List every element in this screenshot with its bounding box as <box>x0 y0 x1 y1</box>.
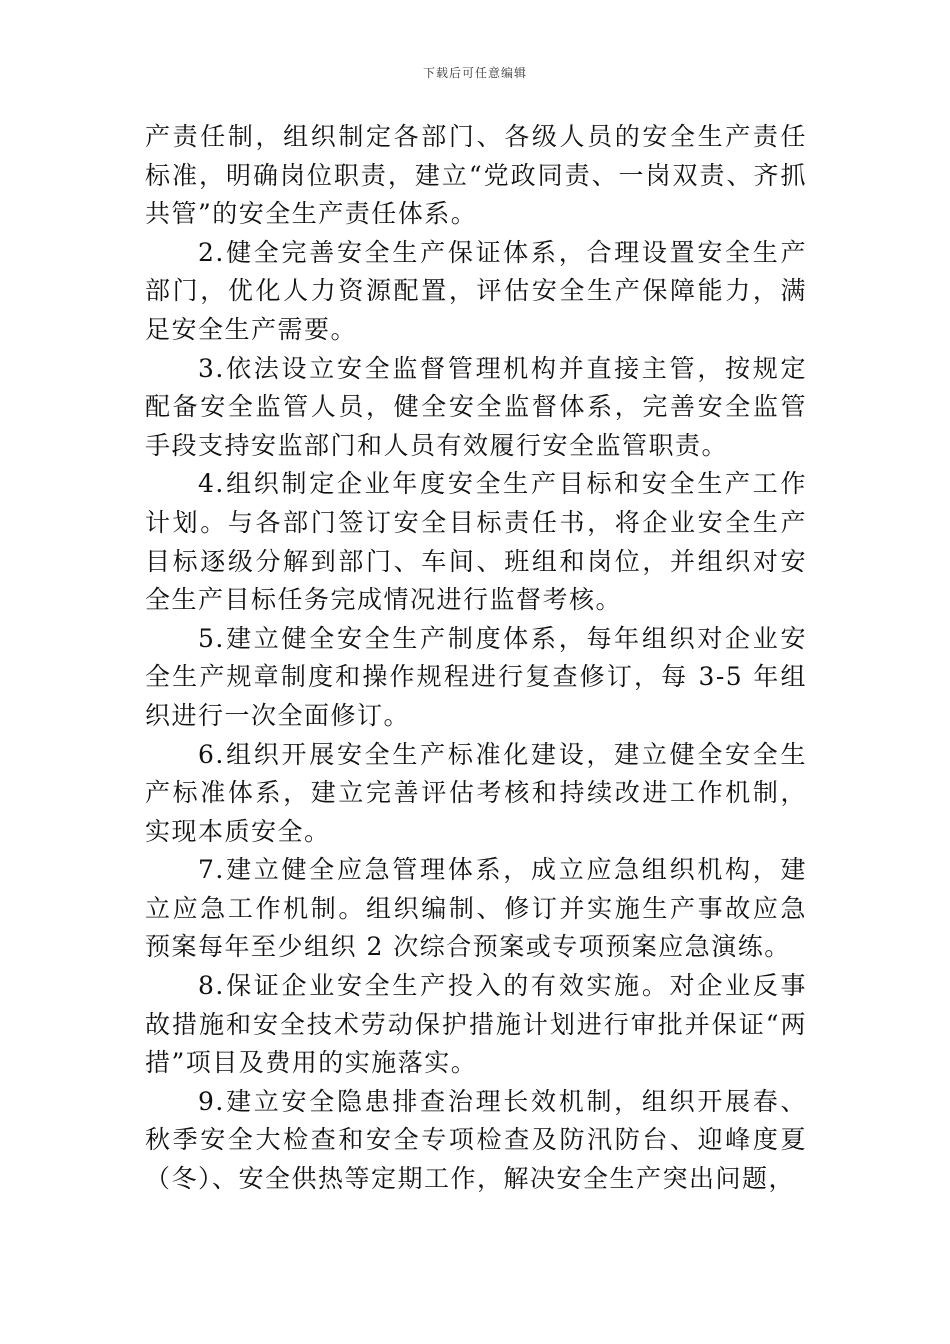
paragraph-item-3: 3.依法设立安全监督管理机构并直接主管，按规定配备安全监管人员，健全安全监督体系，完善安全监管手段支持安监部门和人员有效履行安全监管职责。 <box>145 353 807 460</box>
page-header-note: 下载后可任意编辑 <box>422 66 527 80</box>
paragraph-item-5: 5.建立健全安全生产制度体系，每年组织对企业安全生产规章制度和操作规程进行复查修订，每 3-5 年组织进行一次全面修订。 <box>145 623 807 730</box>
paragraph-continuation: 产责任制，组织制定各部门、各级人员的安全生产责任标准，明确岗位职责，建立“党政同责、一岗双责、齐抓共管”的安全生产责任体系。 <box>145 122 807 229</box>
paragraph-item-7: 7.建立健全应急管理体系，成立应急组织机构，建立应急工作机制。组织编制、修订并实施生产事故应急预案每年至少组织 2 次综合预案或专项预案应急演练。 <box>145 855 807 962</box>
paragraph-item-6: 6.组织开展安全生产标准化建设，建立健全安全生产标准体系，建立完善评估考核和持续改进工作机制，实现本质安全。 <box>145 739 807 846</box>
paragraph-item-8: 8.保证企业安全生产投入的有效实施。对企业反事故措施和安全技术劳动保护措施计划进行审批并保证“两措”项目及费用的实施落实。 <box>145 971 807 1078</box>
paragraph-item-2: 2.健全完善安全生产保证体系，合理设置安全生产部门，优化人力资源配置，评估安全生产保障能力，满足安全生产需要。 <box>145 237 807 344</box>
paragraph-item-4: 4.组织制定企业年度安全生产目标和安全生产工作计划。与各部门签订安全目标责任书，将企业安全生产目标逐级分解到部门、车间、班组和岗位，并组织对安全生产目标任务完成情况进行监督考核。 <box>145 469 807 615</box>
document-body <box>145 118 807 1199</box>
paragraph-item-9: 9.建立安全隐患排查治理长效机制，组织开展春、秋季安全大检查和安全专项检查及防汛防台、迎峰度夏（冬）、安全供热等定期工作，解决安全生产突出问题， <box>145 1086 807 1194</box>
